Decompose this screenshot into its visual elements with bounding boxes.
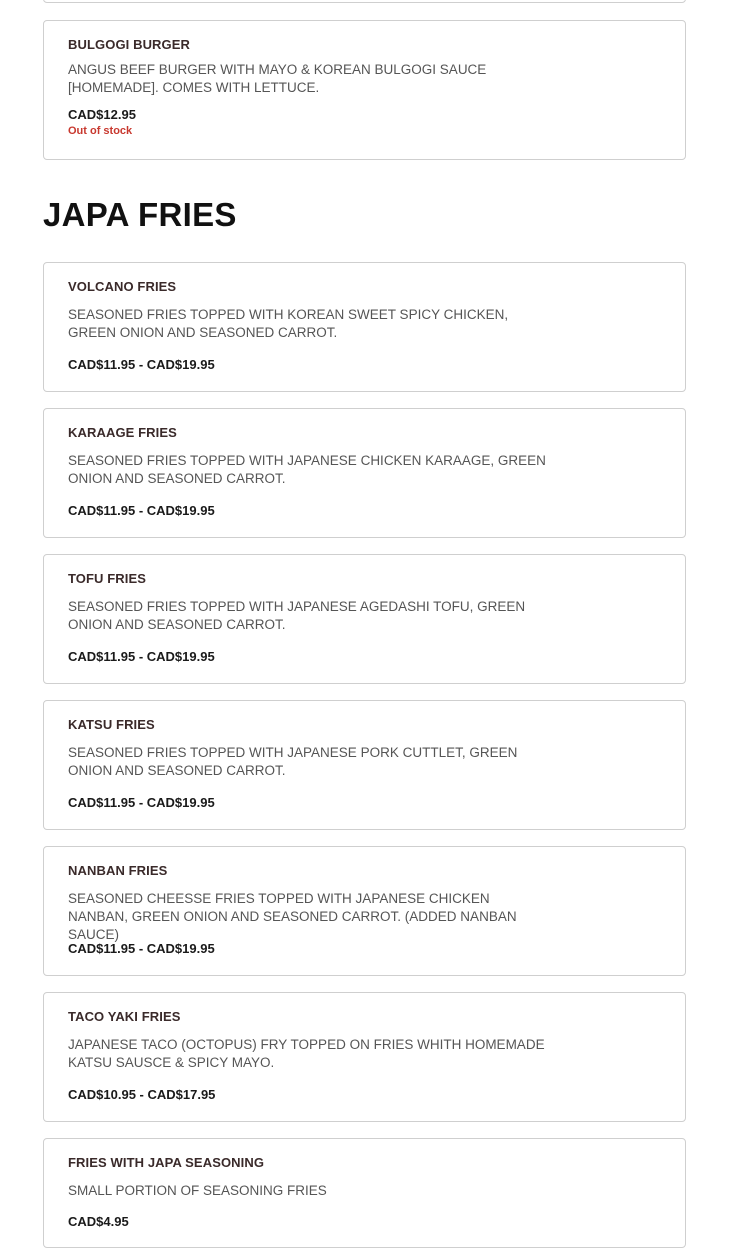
menu-item-name: NANBAN FRIES — [68, 863, 168, 878]
menu-item-card-bulgogi-burger[interactable] — [43, 20, 686, 160]
menu-item-card[interactable] — [43, 408, 686, 538]
menu-item-name: VOLCANO FRIES — [68, 279, 177, 294]
menu-item-description: SEASONED FRIES TOPPED WITH JAPANESE AGEDASHI TOFU, GREEN ONION AND SEASONED CARROT. — [68, 599, 526, 632]
menu-item-description: SMALL PORTION OF SEASONING FRIES — [68, 1183, 327, 1198]
menu-item-price: CAD$11.95 - CAD$19.95 — [68, 941, 215, 956]
section-title: JAPA FRIES — [43, 196, 237, 233]
out-of-stock-badge: Out of stock — [68, 125, 133, 137]
menu-item-card[interactable] — [43, 700, 686, 830]
menu-item-name: BULGOGI BURGER — [68, 37, 191, 52]
menu-item-name: KATSU FRIES — [68, 717, 155, 732]
menu-item-card[interactable] — [43, 846, 686, 976]
menu-item-name: TACO YAKI FRIES — [68, 1009, 181, 1024]
menu-item-price: CAD$11.95 - CAD$19.95 — [68, 649, 215, 664]
menu-item-name: TOFU FRIES — [68, 571, 147, 586]
menu-item-price: CAD$11.95 - CAD$19.95 — [68, 795, 215, 810]
menu-item-name: FRIES WITH JAPA SEASONING — [68, 1155, 265, 1170]
menu-item-description: ANGUS BEEF BURGER WITH MAYO & KOREAN BULGOGI SAUCE [HOMEMADE]. COMES WITH LETTUCE. — [68, 62, 487, 95]
menu-item-price: CAD$11.95 - CAD$19.95 — [68, 503, 215, 518]
menu-item-price: CAD$11.95 - CAD$19.95 — [68, 357, 215, 372]
menu-item-card[interactable] — [43, 262, 686, 392]
menu-item-description: SEASONED FRIES TOPPED WITH JAPANESE PORK CUTTLET, GREEN ONION AND SEASONED CARROT. — [68, 745, 518, 778]
menu-item-description: SEASONED FRIES TOPPED WITH JAPANESE CHICKEN KARAAGE, GREEN ONION AND SEASONED CARROT. — [68, 453, 546, 486]
menu-item-card[interactable] — [43, 554, 686, 684]
menu-item-description: JAPANESE TACO (OCTOPUS) FRY TOPPED ON FRIES WHITH HOMEMADE KATSU SAUSCE & SPICY MAYO. — [68, 1037, 545, 1070]
menu-item-price: CAD$12.95 — [68, 107, 136, 122]
menu-item-card[interactable] — [43, 992, 686, 1122]
menu-item-card-previous[interactable] — [43, 0, 686, 3]
menu-item-card[interactable] — [43, 1138, 686, 1248]
menu-item-price: CAD$10.95 - CAD$17.95 — [68, 1087, 216, 1102]
menu-item-price: CAD$4.95 — [68, 1214, 129, 1229]
menu-item-name: KARAAGE FRIES — [68, 425, 177, 440]
menu-item-description: SEASONED CHEESSE FRIES TOPPED WITH JAPANESE CHICKEN NANBAN, GREEN ONION AND SEASONED CARROT. (ADDED NANBAN SAUCE) — [68, 891, 517, 942]
menu-item-description: SEASONED FRIES TOPPED WITH KOREAN SWEET SPICY CHICKEN, GREEN ONION AND SEASONED CARROT. — [68, 307, 509, 340]
